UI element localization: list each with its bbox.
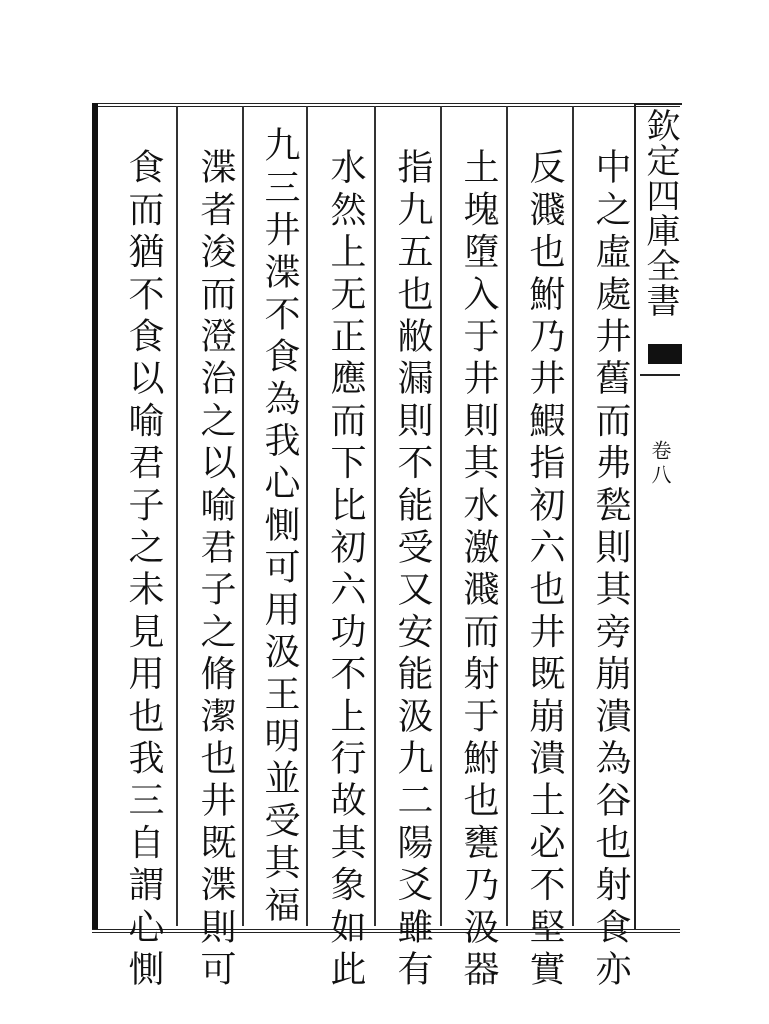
- column-divider: [440, 106, 442, 926]
- book-title: 欽定四庫全書: [640, 108, 680, 318]
- text-column-4: 指九五也敝漏則不能受又安能汲九二陽爻雖有: [392, 148, 433, 992]
- text-column-8: 食而猶不食以喻君子之未見用也我三自謂心惻: [123, 148, 164, 992]
- text-column-2: 反濺也鮒乃井鰕指初六也井既崩潰土必不堅實: [524, 148, 565, 992]
- fishtail-mark: [648, 344, 682, 364]
- text-column-1: 中之虛處井舊而弗甃則其旁崩潰為谷也射食亦: [590, 148, 631, 992]
- column-divider: [506, 106, 508, 926]
- column-divider: [572, 106, 574, 926]
- column-divider: [306, 106, 308, 926]
- fishtail-rule: [640, 374, 680, 376]
- text-column-5: 水然上无正應而下比初六功不上行故其象如此: [325, 148, 366, 992]
- text-column-6: 九三井渫不食為我心惻可用汲王明並受其福: [259, 126, 300, 928]
- column-divider: [242, 106, 244, 926]
- column-divider: [374, 106, 376, 926]
- column-divider: [176, 106, 178, 926]
- text-column-7: 渫者浚而澄治之以喻君子之脩潔也井既渫則可: [195, 148, 236, 992]
- frame-left-border: [92, 103, 98, 929]
- volume-label: 卷八: [648, 440, 672, 488]
- text-column-3: 土塊墮入于井則其水激濺而射于鮒也甕乃汲器: [458, 148, 499, 992]
